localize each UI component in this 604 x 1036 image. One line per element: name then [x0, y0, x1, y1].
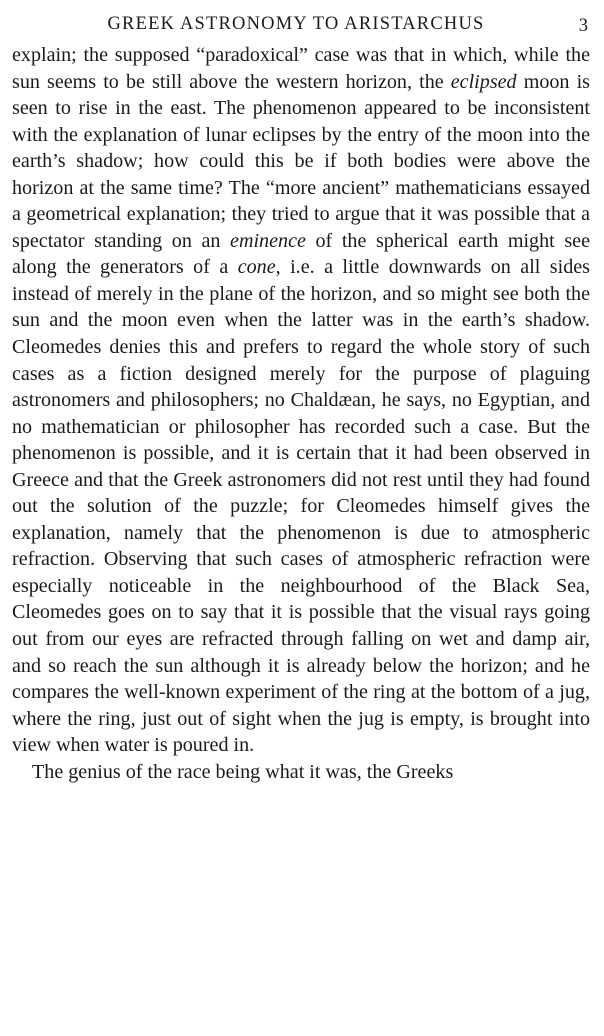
italic-term-eminence: eminence: [230, 229, 306, 252]
text-segment: of the spherical earth might see along the generators of a: [12, 229, 590, 279]
paragraph-2: The genius of the race being what it was, the Greeks: [32, 760, 454, 783]
text-segment: explain; the supposed “paradoxical” case was that in which, while the sun seems to be still above the western horizon, the: [12, 44, 590, 93]
book-page: [12, 12, 590, 1024]
page-number: 3: [578, 16, 588, 36]
italic-term-eclipsed: eclipsed: [450, 70, 517, 93]
text-segment: , i.e. a little downwards on all sides instead of merely in the plane of the horizon, and so might see both the sun and the moon even when the latter was in the earth’s shadow. Cleomedes denies this and prefers to regard the whole story of such cases as a fiction designed merely for the purpose of plaguing astronomers and philosophers; no Chaldæan, he says, no Egyptian, and no mathematician or philosopher has recorded such a case. But the phenomenon is possible, and it is certain that it had been observed in Greece and that the Greek astronomers did not rest until they had found out the solution of the puzzle; for Cleomedes himself gives the explanation, namely that the phenomenon is due to atmospheric refraction. Observing that such cases of atmospheric refraction were especially noticeable in the neighbourhood of the Black Sea, Cleomedes goes on to say that it is possible that the visual rays going out from our eyes are refracted through falling on wet and damp air, and so reach the sun although it is already below the horizon; and he compares the well-known experiment of the ring at the bottom of a jug, where the ring, just out of sight when the jug is empty, is brought into view when water is poured in.: [12, 256, 590, 757]
body-text: [12, 42, 590, 785]
running-head: [12, 12, 590, 40]
running-title: GREEK ASTRONOMY TO ARISTARCHUS: [107, 14, 485, 34]
paragraph-1: [12, 42, 590, 759]
text-segment: moon is seen to rise in the east. The phenomenon appeared to be inconsistent with the explanation of lunar eclipses by the entry of the moon into the earth’s shadow; how could this be if both bodies were above the horizon at the same time? The “more ancient” mathematicians essayed a geometrical explanation; they tried to argue that it was possible that a spectator standing on an: [12, 70, 590, 252]
italic-term-cone: cone: [237, 256, 276, 279]
